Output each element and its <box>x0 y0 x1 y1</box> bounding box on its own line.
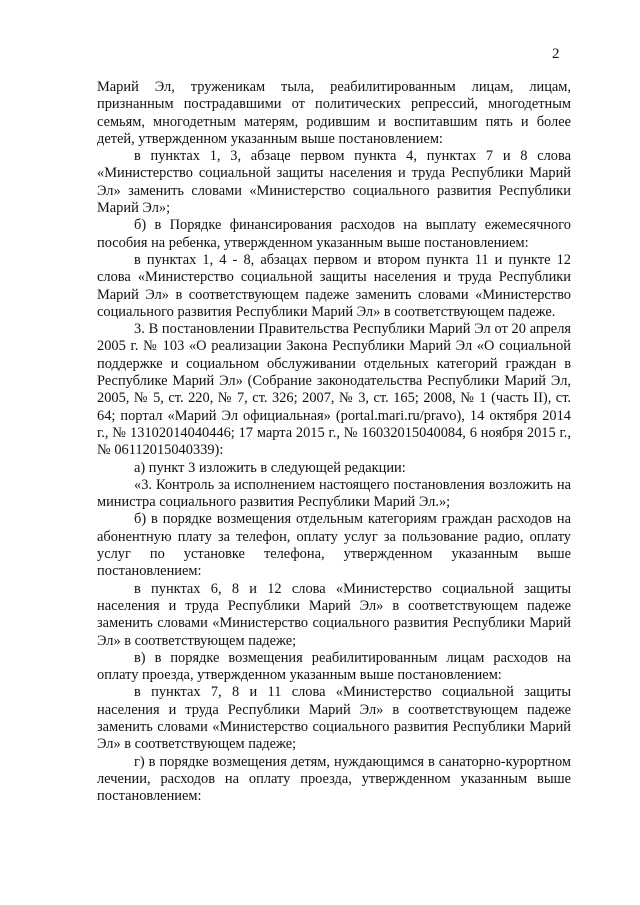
page-number: 2 <box>552 46 560 62</box>
document-body <box>97 79 571 805</box>
paragraph: б) в Порядке финансирования расходов на выплату ежемесячного пособия на ребенка, утвержденном указанным выше постановлением: <box>97 217 571 251</box>
paragraph: г) в порядке возмещения детям, нуждающимся в санаторно-курортном лечении, расходов на оплату проезда, утвержденном указанным выше постановлением: <box>97 753 571 805</box>
paragraph: а) пункт 3 изложить в следующей редакции: <box>134 459 406 476</box>
paragraph: 3. В постановлении Правительства Республики Марий Эл от 20 апреля 2005 г. № 103 «О реализации Закона Республики Марий Эл «О социальной поддержке и социальном обслуживании отдельных категорий граждан в Республике Марий Эл» (Собрание законодательства Республики Марий Эл, 2005, № 5, ст. 220, № 7, ст. 326; 2007, № 3, ст. 165; 2008, № 1 (часть II), ст. 64; портал «Марий Эл официальная» (portal.mari.ru/pravo), 14 октября 2014 г., № 13102014040446; 17 марта 2015 г., № 16032015040084, 6 ноября 2015 г., № 06112015040339): <box>97 321 571 459</box>
paragraph: б) в порядке возмещения отдельным категориям граждан расходов на абонентную плату за телефон, оплату услуг за пользование радио, оплату услуг по установке телефона, утвержденном указанным выше постановлением: <box>97 511 571 580</box>
paragraph: в пунктах 1, 4 - 8, абзацах первом и втором пункта 11 и пункте 12 слова «Министерство социальной защиты населения и труда Республики Марий Эл» в соответствующем падеже заменить словами «Министерство социального развития Республики Марий Эл» в соответствующем падеже. <box>97 251 571 320</box>
paragraph: в пунктах 1, 3, абзаце первом пункта 4, пунктах 7 и 8 слова «Министерство социальной защиты населения и труда Республики Марий Эл» заменить словами «Министерство социального развития Республики Марий Эл»; <box>97 148 571 217</box>
paragraph: в пунктах 6, 8 и 12 слова «Министерство социальной защиты населения и труда Республики Марий Эл» в соответствующем падеже заменить словами «Министерство социального развития Республики Марий Эл» в соответствующем падеже; <box>97 580 571 649</box>
paragraph: в) в порядке возмещения реабилитированным лицам расходов на оплату проезда, утвержденном указанным выше постановлением: <box>97 649 571 684</box>
paragraph: в пунктах 7, 8 и 11 слова «Министерство социальной защиты населения и труда Республики Марий Эл» в соответствующем падеже заменить словами «Министерство социального развития Республики Марий Эл» в соответствующем падеже; <box>97 684 571 753</box>
paragraph: «3. Контроль за исполнением настоящего постановления возложить на министра социального развития Республики Марий Эл.»; <box>97 476 571 511</box>
paragraph: Марий Эл, труженикам тыла, реабилитированным лицам, лицам, признанным пострадавшими от политических репрессий, многодетным семьям, многодетным матерям, родившим и воспитавшим пять и более детей, утвержденном указанным выше постановлением: <box>97 79 571 147</box>
